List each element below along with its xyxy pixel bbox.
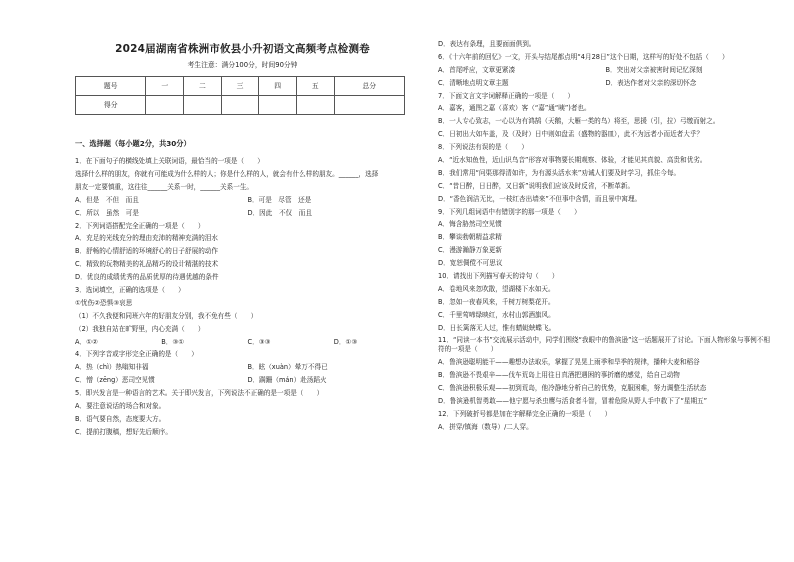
option-row <box>75 374 420 387</box>
option[interactable]: C．提前打腹稿，想好先后顺序。 <box>75 427 172 436</box>
score-cell: 四 <box>259 77 297 96</box>
option-row <box>438 64 773 77</box>
exam-note: 考生注意：满分100分，时间90分钟 <box>187 61 298 70</box>
question-text: （2）我独自站在旷野里，内心充满（ ） <box>75 324 205 333</box>
option[interactable]: A．充足的光线充分的理由充沛的精神充满的泪水 <box>75 234 218 243</box>
question: 8．下列说法有误的是（ ） <box>438 143 528 152</box>
option[interactable]: A．卷地风来忽吹散，望湖楼下水如天。 <box>438 284 555 293</box>
option[interactable]: C．千里莺啼绿映红，水村山郭酒旗风。 <box>438 310 555 319</box>
right-column <box>428 38 773 434</box>
question: 2．下列词语搭配完全正确的一项是（ ） <box>75 221 205 230</box>
score-cell: 二 <box>184 77 222 96</box>
option[interactable]: A．热（chì）热嗡知非福 <box>75 363 149 372</box>
left-column <box>65 0 420 439</box>
score-input-cell[interactable] <box>334 96 404 115</box>
option[interactable]: C．③③ <box>247 337 271 346</box>
option[interactable]: C．清晰地点明文章主题 <box>438 78 509 87</box>
question: 5．即兴发言是一种语言的艺术。关于即兴发言，下列说法不正确的是一项是（ ） <box>75 389 324 398</box>
option[interactable]: B．忽如一夜春风来，千树万树梨花开。 <box>438 297 555 306</box>
option[interactable]: B．眩（xuàn）晕万不得已 <box>247 363 328 372</box>
option[interactable]: C．所以 虽然 可是 <box>75 208 139 217</box>
score-cell: 三 <box>221 77 259 96</box>
option[interactable]: D．表达有条理，且要面面俱到。 <box>438 40 536 48</box>
option[interactable]: D．表达作者对父亲的深切怀念 <box>605 78 697 87</box>
option-row <box>438 77 773 90</box>
option[interactable]: A．①② <box>75 337 98 346</box>
option[interactable]: D．优良的成绩优秀的品质优厚的待遇优越的条件 <box>75 273 219 282</box>
score-input-cell[interactable] <box>221 96 259 115</box>
option[interactable]: D．日长篱落无人过，惟有蜻蜓蛱蝶飞。 <box>438 323 556 332</box>
score-cell: 总分 <box>334 77 404 96</box>
option[interactable]: A．要注意说话的场合和对象。 <box>75 401 166 410</box>
score-input-cell[interactable] <box>259 96 297 115</box>
option-row <box>75 194 420 207</box>
question: 4．下列字音或字形完全正确的是（ ） <box>75 350 198 359</box>
option[interactable]: A．悔含胁然司空见惯 <box>438 220 502 229</box>
page-title: 2024届湖南省株洲市攸县小升初语文高频考点检测卷 <box>115 43 370 55</box>
score-cell: 题号 <box>76 77 146 96</box>
option[interactable]: D．因此 不仅 而且 <box>247 208 312 217</box>
score-cell: 得分 <box>76 96 146 115</box>
question: 3．选词填空，正确的选项是（ ） <box>75 285 185 294</box>
question: 1．在下面句子的横线处填上关联词语，最恰当的一项是（ ） <box>75 157 264 166</box>
score-table-score-row <box>76 96 405 115</box>
option[interactable]: B．突出对父亲被害时间记忆深刻 <box>605 65 703 74</box>
question: 11．“同读一本书”交流展示活动中，同学们围绕“我眼中的鲁滨逊”这一话题展开了讨论。下面人物形象与事例不相符的一项是（ ） <box>438 336 770 354</box>
option[interactable]: C．“昔日醉，日日醉，又日新”说明我们应该及时反省，不断革新。 <box>438 181 635 190</box>
option[interactable]: B．鲁滨逊不畏艰辛——伐车荒岛上用往日真酒把遇困的事折磨的感觉，给自己动物 <box>438 371 680 380</box>
question: 12．下列破折号都是加在字解释完全正确的一项是（ ） <box>438 409 612 418</box>
option[interactable]: B．攀谈勃朝精益求精 <box>438 233 502 242</box>
score-table-header-row <box>76 77 405 96</box>
option[interactable]: B．舒畅的心情舒适的环境舒心的日子舒展的动作 <box>75 247 218 256</box>
option[interactable]: B．③① <box>161 337 185 346</box>
option-row <box>75 361 420 374</box>
option[interactable]: D．鲁滨逊机智勇敢——他宁愿与杀虫鹰与活食者斗智，冒着危险从野人手中救下了“星期五” <box>438 396 708 405</box>
option[interactable]: B．可是 尽管 还是 <box>247 195 312 204</box>
score-cell: 五 <box>296 77 334 96</box>
option[interactable]: D．蹒跚（mán）赴汤蹈火 <box>247 376 327 385</box>
score-input-cell[interactable] <box>296 96 334 115</box>
question: 6．《十六年前的回忆》一文，开头与结尾都点明“4月28日”这个日期，这样写的好处不包括（ ） <box>438 52 729 61</box>
option[interactable]: D．“香色润洁无比，一枝红杏出墙来”不但事中含情，而且景中寓理。 <box>438 194 642 203</box>
option[interactable]: A．鲁滨逊聪明能干——趣想办法取乐，掌握了晃晃上雨季和旱季的规律，播种大麦和稻谷 <box>438 358 700 367</box>
score-table <box>75 76 405 115</box>
section-heading: 一、选择题（每小题2分，共30分） <box>75 139 191 149</box>
option[interactable]: B．一人专心致志，一心以为有鸿鹄（天鹅，大雁一类的鸟）将至，思援（引，拉）弓缴而射之。 <box>438 117 720 126</box>
option-row <box>75 207 420 220</box>
question: 10．请找出下列描写春天的诗句（ ） <box>438 272 559 281</box>
option[interactable]: C．憎（zēng）恶司空见惯 <box>75 376 155 385</box>
option[interactable]: A．“近水知鱼性，近山识鸟音”形容对事物要长期观察、体验，才能见其真貌、高贵和优劣。 <box>438 156 707 165</box>
option-row <box>75 336 420 349</box>
question-text: （1）不久我便和同班六年的好朋友分别，我不免有些（ ） <box>75 311 258 320</box>
option[interactable]: C．精致的玩物精美的礼品精巧的设计精湛的技术 <box>75 260 219 269</box>
option[interactable]: C．漫游瀚静万象更新 <box>438 246 502 255</box>
question-text: 选择什么样的朋友，你就有可能成为什么样的人；你是什么样的人，就会有什么样的朋友。______，选择 <box>75 169 379 178</box>
score-input-cell[interactable] <box>184 96 222 115</box>
option[interactable]: B．我们常用“问渠那得清如许，为有源头活水来”劝诫人们要及时学习，抓住今每。 <box>438 168 681 177</box>
option[interactable]: D．①③ <box>333 337 358 346</box>
question-text: ①忧伤②恐惧③哀思 <box>75 298 133 307</box>
option[interactable]: C．日初出大如车盖，及（及时）日中则如盘盂（盛物的器皿），此不为远者小而近者大乎？ <box>438 130 704 139</box>
option[interactable]: D．宽恕倜傥不可思议 <box>438 259 503 268</box>
option[interactable]: A．嘉客，通图之嘉（喜欢）客（“嘉”通“咦”)者也。 <box>438 104 591 113</box>
option[interactable]: A．但是 不但 而且 <box>75 195 139 204</box>
option[interactable]: B．语气要自然，态度要大方。 <box>75 414 166 423</box>
score-input-cell[interactable] <box>146 96 184 115</box>
question: 7．下面文言文字词解释正确的一项是（ ） <box>438 91 575 100</box>
option[interactable]: A．首尾呼应，文章更紧凑 <box>438 65 516 74</box>
question: 9．下列几组词语中有错别字的那一项是（ ） <box>438 207 581 216</box>
score-cell: 一 <box>146 77 184 96</box>
option[interactable]: C．鲁滨逊积极乐观——初到荒岛，他冷静地分析自己的优势，克服困难，努力调整生活状态 <box>438 384 707 393</box>
option[interactable]: A．拼穿/镇海（数导）/二人穿。 <box>438 422 533 431</box>
question-text: 朋友一定要慎重，这往往______关系一时，______关系一生。 <box>75 182 254 191</box>
